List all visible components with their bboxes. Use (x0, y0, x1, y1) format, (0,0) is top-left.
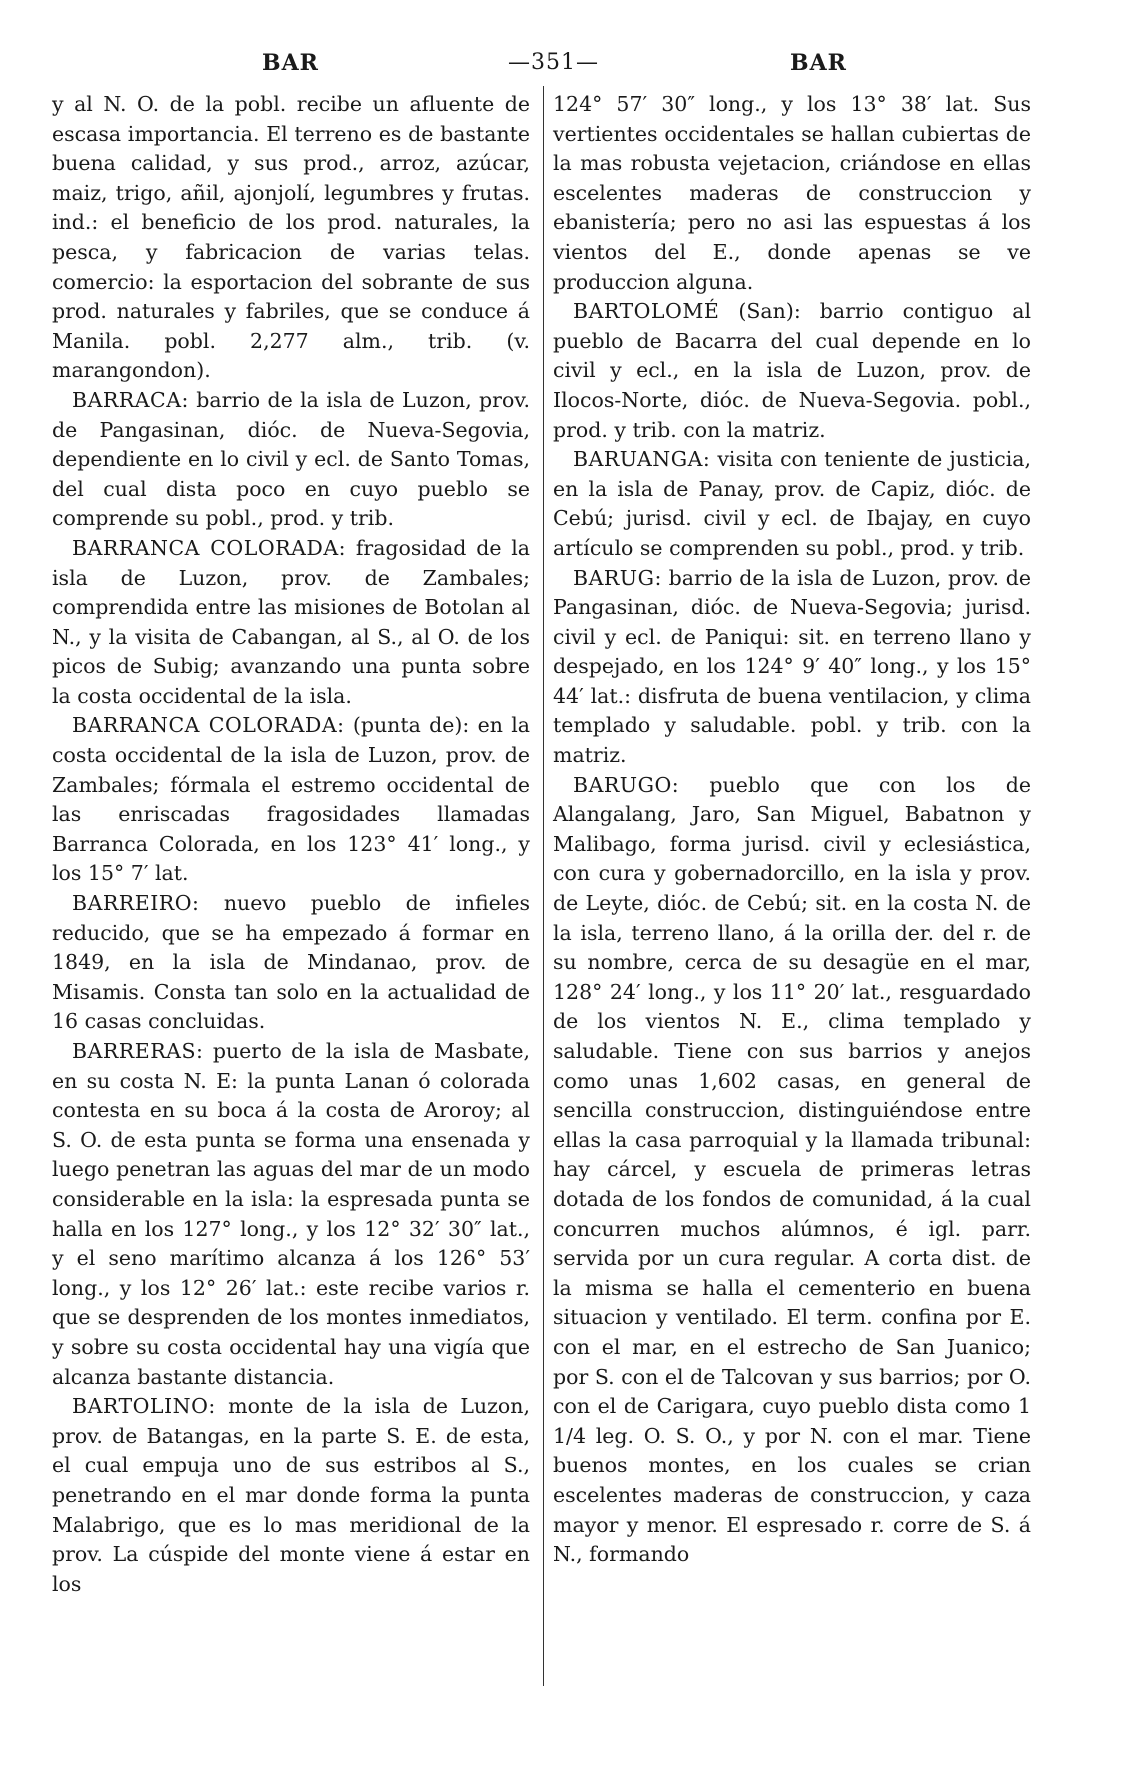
entry-text: visita con teniente de justicia, en la isla de Panay, prov. de Capiz, dióc. de Cebú; jurisd. civil y ecl. de Ibajay, en cuyo artículo se comprenden su pobl., prod. y trib. (553, 447, 1031, 560)
entry-text: (San): barrio contiguo al pueblo de Bacarra del cual depende en lo civil y ecl., en la isla de Luzon, prov. de Ilocos-Norte, dióc. de Nueva-Segovia. pobl., prod. y trib. con la matriz. (553, 299, 1031, 442)
entry-headword: BARRERAS: (72, 1039, 204, 1063)
entry-baruanga (553, 445, 1031, 563)
entry-headword: BARTOLOMÉ (573, 299, 720, 324)
header-right-word: BAR (790, 50, 847, 76)
column-divider (543, 86, 544, 1686)
entry-headword: BARRANCA COLORADA: (72, 535, 347, 560)
entry-bartolome (553, 297, 1031, 445)
entry-text: monte de la isla de Luzon, prov. de Batangas, en la parte S. E. de esta, el cual empuja uno de sus estribos al S., penetrando en el mar donde forma la punta Malabrigo, que es lo mas meridional de la prov. La cúspide del monte viene á estar en los (52, 1394, 530, 1596)
entry-headword: BARRACA: (72, 387, 189, 412)
header-left-word: BAR (262, 50, 319, 76)
entry-text: fragosidad de la isla de Luzon, prov. de Zambales; comprendida entre las misiones de Botolan al N., y la visita de Cabangan, al S., al O. de los picos de Subig; avanzando una punta sobre la costa occidental de la isla. (52, 535, 530, 708)
entry-text: (punta de): en la costa occidental de la isla de Luzon, prov. de Zambales; fórmala el estremo occidental de las enriscadas fragosidades llamadas Barranca Colorada, en los 123° 41′ long., y los 15° 7′ lat. (52, 713, 530, 886)
entry-text: barrio de la isla de Luzon, prov. de Pangasinan, dióc. de Nueva-Segovia, dependiente en lo civil y ecl. de Santo Tomas, del cual dista poco en cuyo pueblo se comprende su pobl., prod. y trib. (52, 387, 530, 531)
entry-headword: BARUANGA: (573, 447, 711, 472)
entry-headword: BARTOLINO: (72, 1394, 216, 1419)
entry-text: nuevo pueblo de infieles reducido, que se ha empezado á formar en 1849, en la isla de Mindanao, prov. de Misamis. Consta tan solo en la actualidad de 16 casas concluidas. (52, 891, 530, 1034)
right-column (553, 90, 1031, 1570)
entry-headword: BARUGO: (573, 772, 680, 797)
entry-text: pueblo que con los de Alangalang, Jaro, San Miguel, Babatnon y Malibago, forma jurisd. civil y eclesiástica, con cura y gobernadorcillo, en la isla y prov. de Leyte, dióc. de Cebú; sit. en la costa N. de la isla, terreno llano, á la orilla der. del r. de su nombre, cerca de su desagüe en el mar, 128° 24′ long., y los 11° 20′ lat., resguardado de los vientos N. E., clima templado y saludable. Tiene con sus barrios y anejos como unas 1,602 casas, en general de sencilla construccion, distinguiéndose entre ellas la casa parroquial y la llamada tribunal: hay cárcel, y escuela de primeras letras dotada de los fondos de comunidad, á la cual concurren muchos alúmnos, é igl. parr. servida por un cura regular. A corta dist. de la misma se halla el cementerio en buena situacion y ventilado. El term. confina por E. con el mar, en el estrecho de San Juanico; por S. con el de Talcovan y sus barrios; por O. con el de Carigara, cuyo pueblo dista como 1 1/4 leg. O. S. O., y por N. con el mar. Tiene buenos montes, en los cuales se crian escelentes maderas de construccion, y caza mayor y menor. El espresado r. corre de S. á N., formando (553, 772, 1031, 1567)
entry-barranca-colorada (52, 534, 530, 712)
entry-headword: BARUG: (573, 565, 662, 590)
entry-barug (553, 564, 1031, 771)
page-number: —351— (508, 50, 599, 75)
running-header (0, 50, 1125, 84)
entry-barraca (52, 386, 530, 534)
entry-headword: BARREIRO: (72, 891, 200, 916)
entry-barugo (553, 771, 1031, 1570)
paragraph-text: 124° 57′ 30″ long., y los 13° 38′ lat. Sus vertientes occidentales se hallan cubiertas de la mas robusta vejetacion, criándose en ellas escelentes maderas de construccion y ebanistería; pero no asi las espuestas á los vientos del E., donde apenas se ve produccion alguna. (553, 92, 1031, 294)
entry-headword: BARRANCA COLORADA: (72, 713, 345, 738)
entry-barreras (52, 1037, 530, 1392)
continuation-paragraph (553, 90, 1031, 297)
continuation-paragraph (52, 90, 530, 386)
entry-barranca-colorada-punta (52, 711, 530, 889)
entry-text: puerto de la isla de Masbate, en su costa N. E: la punta Lanan ó colorada contesta en su boca á la costa de Aroroy; al S. O. de esta punta se forma una ensenada y luego penetran las aguas del mar de un modo considerable en la isla: la espresada punta se halla en los 127° long., y los 12° 32′ 30″ lat., y el seno marítimo alcanza á los 126° 53′ long., y los 12° 26′ lat.: este recibe varios r. que se desprenden de los montes inmediatos, y sobre su costa occidental hay una vigía que alcanza bastante distancia. (52, 1039, 530, 1389)
left-column (52, 90, 530, 1599)
entry-text: barrio de la isla de Luzon, prov. de Pangasinan, dióc. de Nueva-Segovia; jurisd. civil y ecl. de Paniqui: sit. en terreno llano y despejado, en los 124° 9′ 40″ long., y los 15° 44′ lat.: disfruta de buena ventilacion, y clima templado y saludable. pobl. y trib. con la matriz. (553, 565, 1031, 768)
entry-bartolino (52, 1392, 530, 1599)
entry-barreiro (52, 889, 530, 1037)
paragraph-text: y al N. O. de la pobl. recibe un afluente de escasa importancia. El terreno es de bastante buena calidad, y sus prod., arroz, azúcar, maiz, trigo, añil, ajonjolí, legumbres y frutas. ind.: el beneficio de los prod. naturales, la pesca, y fabricacion de varias telas. comercio: la esportacion del sobrante de sus prod. naturales y fabriles, que se conduce á Manila. pobl. 2,277 alm., trib. (v. marangondon). (52, 92, 530, 383)
